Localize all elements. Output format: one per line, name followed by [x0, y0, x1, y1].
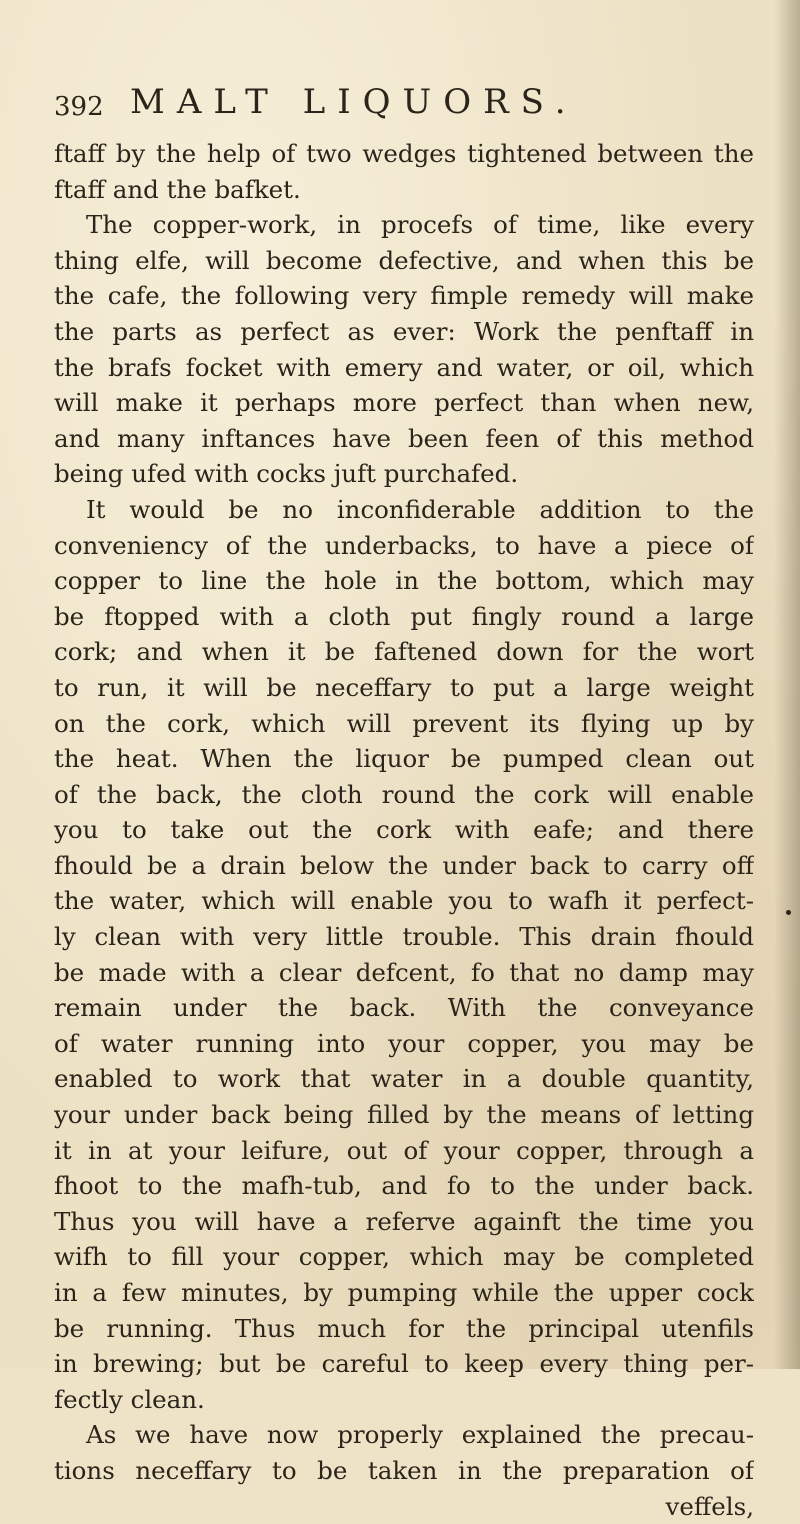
text-line: be made with a clear defcent, fo that no damp may: [54, 957, 754, 987]
text-line: your under back being filled by the means of letting: [54, 1100, 754, 1130]
text-line: being ufed with cocks juft purchafed.: [54, 459, 519, 489]
text-line: in brewing; but be careful to keep every thing per-: [54, 1349, 754, 1379]
text-line: fectly clean.: [54, 1384, 205, 1414]
text-line: ftaff and the bafket.: [54, 174, 301, 204]
text-line: tions neceffary to be taken in the preparation of: [54, 1455, 754, 1485]
text-line: the brafs focket with emery and water, or oil, which: [54, 352, 754, 382]
text-line: will make it perhaps more perfect than when new,: [54, 388, 754, 418]
text-line: on the cork, which will prevent its flying up by: [54, 708, 754, 738]
text-line: As we have now properly explained the precau-: [86, 1420, 754, 1450]
text-line: the cafe, the following very fimple remedy will make: [54, 281, 754, 311]
text-line: conveniency of the underbacks, to have a piece of: [54, 530, 754, 560]
page-title: MALT LIQUORS.: [130, 82, 578, 122]
text-line: be running. Thus much for the principal utenfils: [54, 1313, 754, 1343]
text-line: of water running into your copper, you may be: [54, 1028, 754, 1058]
text-line: be ftopped with a cloth put fingly round a large: [54, 601, 754, 631]
text-line: ftaff by the help of two wedges tightened between the: [54, 139, 754, 168]
text-line: you to take out the cork with eafe; and there: [54, 815, 754, 845]
text-line: The copper-work, in procefs of time, like every: [86, 210, 754, 240]
text-line: the water, which will enable you to wafh it perfect-: [54, 886, 754, 916]
body-text: [54, 136, 754, 1524]
text-line: It would be no inconfiderable addition to the: [86, 494, 754, 524]
text-line: enabled to work that water in a double quantity,: [54, 1064, 754, 1094]
page-number: 392: [54, 92, 104, 122]
text-line: remain under the back. With the conveyance: [54, 993, 754, 1023]
text-line: Thus you will have a referve againft the time you: [54, 1206, 754, 1236]
text-line: ly clean with very little trouble. This drain fhould: [54, 922, 754, 952]
text-line: and many inftances have been feen of this method: [54, 423, 754, 453]
text-line: in a few minutes, by pumping while the upper cock: [54, 1278, 754, 1307]
text-line: fhould be a drain below the under back to carry off: [54, 850, 754, 880]
text-line: it in at your leifure, out of your copper, through a: [54, 1135, 754, 1165]
text-line: wifh to fill your copper, which may be completed: [54, 1242, 754, 1272]
catchword: veffels,: [665, 1491, 754, 1521]
text-line: copper to line the hole in the bottom, which may: [54, 566, 754, 596]
text-line: fhoot to the mafh-tub, and fo to the under back.: [54, 1171, 754, 1201]
margin-ink-dot: [786, 910, 791, 915]
running-head: [54, 82, 754, 122]
text-line: thing elfe, will become defective, and when this be: [54, 245, 754, 275]
page-edge-shadow: [774, 0, 800, 1369]
text-line: of the back, the cloth round the cork will enable: [54, 779, 754, 809]
text-line: to run, it will be neceffary to put a large weight: [54, 672, 754, 702]
text-line: cork; and when it be faftened down for the wort: [54, 637, 754, 667]
text-line: the heat. When the liquor be pumped clean out: [54, 744, 754, 774]
text-line: the parts as perfect as ever: Work the penftaff in: [54, 316, 754, 346]
